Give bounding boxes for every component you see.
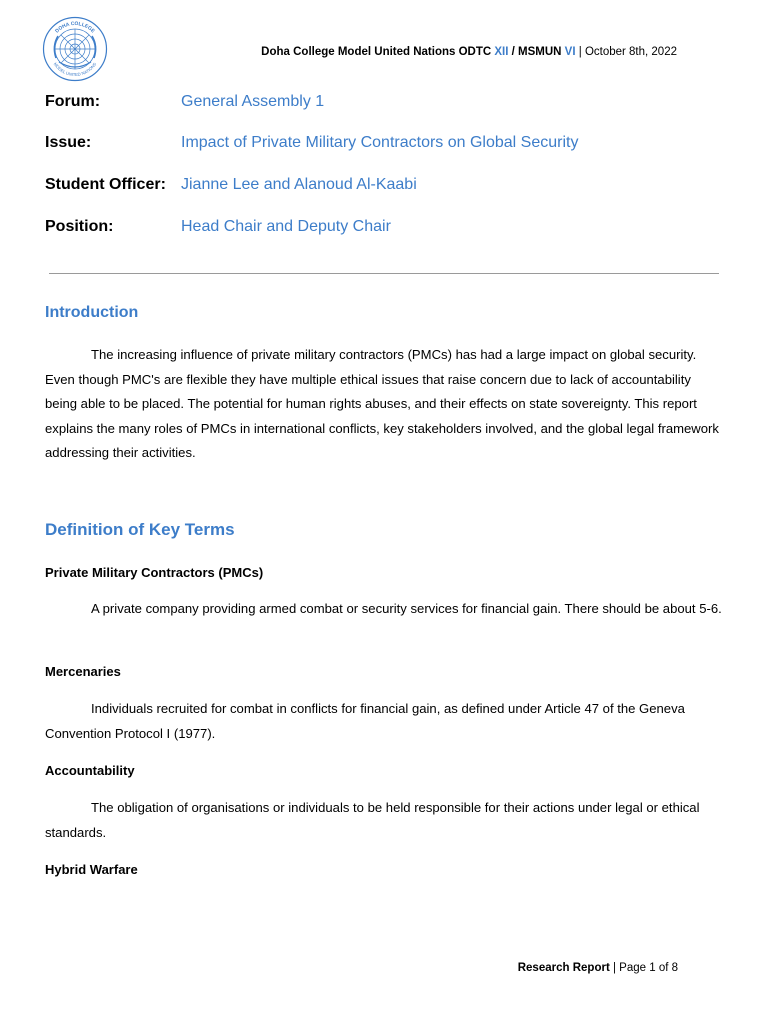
term-title-accountability: Accountability [45,763,135,778]
forum-label: Forum: [45,93,101,110]
student-officer-label: Student Officer: [45,176,166,193]
page-footer [518,962,678,974]
conference-date: October 8th, 2022 [584,46,677,58]
term-definition-mercenaries: Individuals recruited for combat in conflicts for financial gain, as defined under Article 47 of the Geneva Convention Protocol I (1977). [45,701,685,741]
conference-name-msmun: / MSMUN [508,46,565,58]
term-definition-pmcs: A private company providing armed combat or security services for financial gain. There should be about 5-6. [91,601,722,616]
footer-separator: | [609,962,620,974]
term-definition-accountability: The obligation of organisations or individuals to be held responsible for their actions under legal or ethical standards. [45,800,700,840]
issue-label: Issue: [45,134,92,151]
position-value: Head Chair and Deputy Chair [181,218,391,235]
footer-label: Research Report [517,962,610,974]
conference-edition-odtc: XII [494,46,509,58]
introduction-heading: Introduction [45,304,139,321]
forum-value: General Assembly 1 [181,93,325,110]
student-officer-value: Jianne Lee and Alanoud Al-Kaabi [181,176,417,193]
conference-edition-msmun: VI [564,46,576,58]
page-number: Page 1 of 8 [619,962,678,974]
position-label: Position: [45,218,114,235]
svg-text:MODEL UNITED NATIONS: MODEL UNITED NATIONS [52,61,98,78]
key-terms-heading: Definition of Key Terms [45,520,235,539]
svg-text:DOHA COLLEGE: DOHA COLLEGE [54,20,96,35]
introduction-paragraph: The increasing influence of private military contractors (PMCs) has had a large impact on global security. Even though PMC's are flexible they have multiple ethical issues that raise concern due to lack of accountability being able to be placed. The potential for human rights abuses, and their effects on state sovereignty. This report explains the many roles of PMCs in international conflicts, key stakeholders involved, and the global legal framework addressing their activities. [45,347,719,461]
term-title-mercenaries: Mercenaries [45,664,121,679]
conference-separator: | [575,46,585,58]
term-title-pmcs: Private Military Contractors (PMCs) [45,565,264,580]
term-title-hybrid-warfare: Hybrid Warfare [45,862,138,877]
issue-value: Impact of Private Military Contractors on Global Security [181,134,579,151]
horizontal-divider [49,273,719,274]
conference-name: Doha College Model United Nations ODTC [261,46,495,58]
conference-header [0,46,677,58]
